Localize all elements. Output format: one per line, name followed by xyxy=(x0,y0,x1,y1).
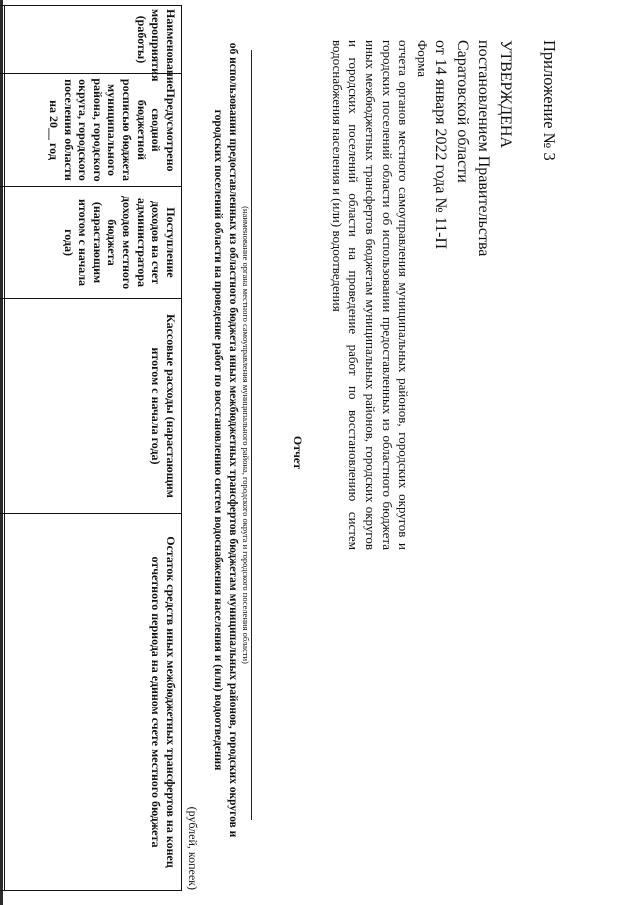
report-title: Отчет xyxy=(291,435,305,470)
organ-name-caption: (наименование органа местного самоуправления муниципального района, городского округа и городского поселения области) xyxy=(241,206,251,664)
column-header-balance: Остаток средств иных межбюджетных трансфертов на конец отчетного периода на едином счете местного бюджета xyxy=(5,514,182,891)
approved-line-2: Саратовской области xyxy=(453,40,471,183)
column-header-expenses: Кассовые расходы (нарастающим итогом с начала года) xyxy=(5,299,182,514)
organ-name-blank-line xyxy=(251,50,262,820)
table-row xyxy=(0,6,5,891)
report-table xyxy=(0,5,182,891)
table-cell xyxy=(0,6,5,74)
column-header-income: Поступление доходов на счет администратора доходов местного бюджета (нарастающим итогом с начала года) xyxy=(5,187,182,299)
table-cell xyxy=(0,514,5,891)
appendix-number: Приложение № 3 xyxy=(540,40,559,161)
column-header-measure: Наименование мероприятия (работы) xyxy=(5,6,182,74)
table-cell xyxy=(0,74,5,187)
table-cell xyxy=(0,299,5,514)
form-label: Форма xyxy=(415,40,430,77)
approved-label: УТВЕРЖДЕНА xyxy=(496,40,514,149)
table-header-row xyxy=(5,6,182,891)
form-description: отчета органов местного самоуправления муниципальных районов, городских округов и городских поселений области об использовании предоставленных из областного бюджета иных межбюджетных трансфертов бюджетам муниципальных районов, городских округов и городских поселений области на проведение работ по восстановлению систем водоснабжения населения и (или) водоотведения xyxy=(329,40,412,550)
approved-line-1: постановлением Правительства xyxy=(475,40,493,257)
approved-line-3: от 14 января 2022 года № 11-П xyxy=(431,40,449,250)
units-label: (рублей, копеек) xyxy=(186,806,200,890)
form-block xyxy=(328,40,430,550)
appendix-block xyxy=(429,40,560,300)
column-header-planned: Предусмотрено сводной бюджетной росписью бюджета муниципального района, городского округа, городского поселения области на 20__ год xyxy=(5,74,182,187)
report-description: об использовании предоставленных из областного бюджета иных межбюджетных трансфертов бюджетам муниципальных районов, городских округов и городских поселений области на проведение работ по восстановлению систем водоснабжения населения и (или) водоотведения xyxy=(212,42,239,838)
table-cell xyxy=(0,187,5,299)
